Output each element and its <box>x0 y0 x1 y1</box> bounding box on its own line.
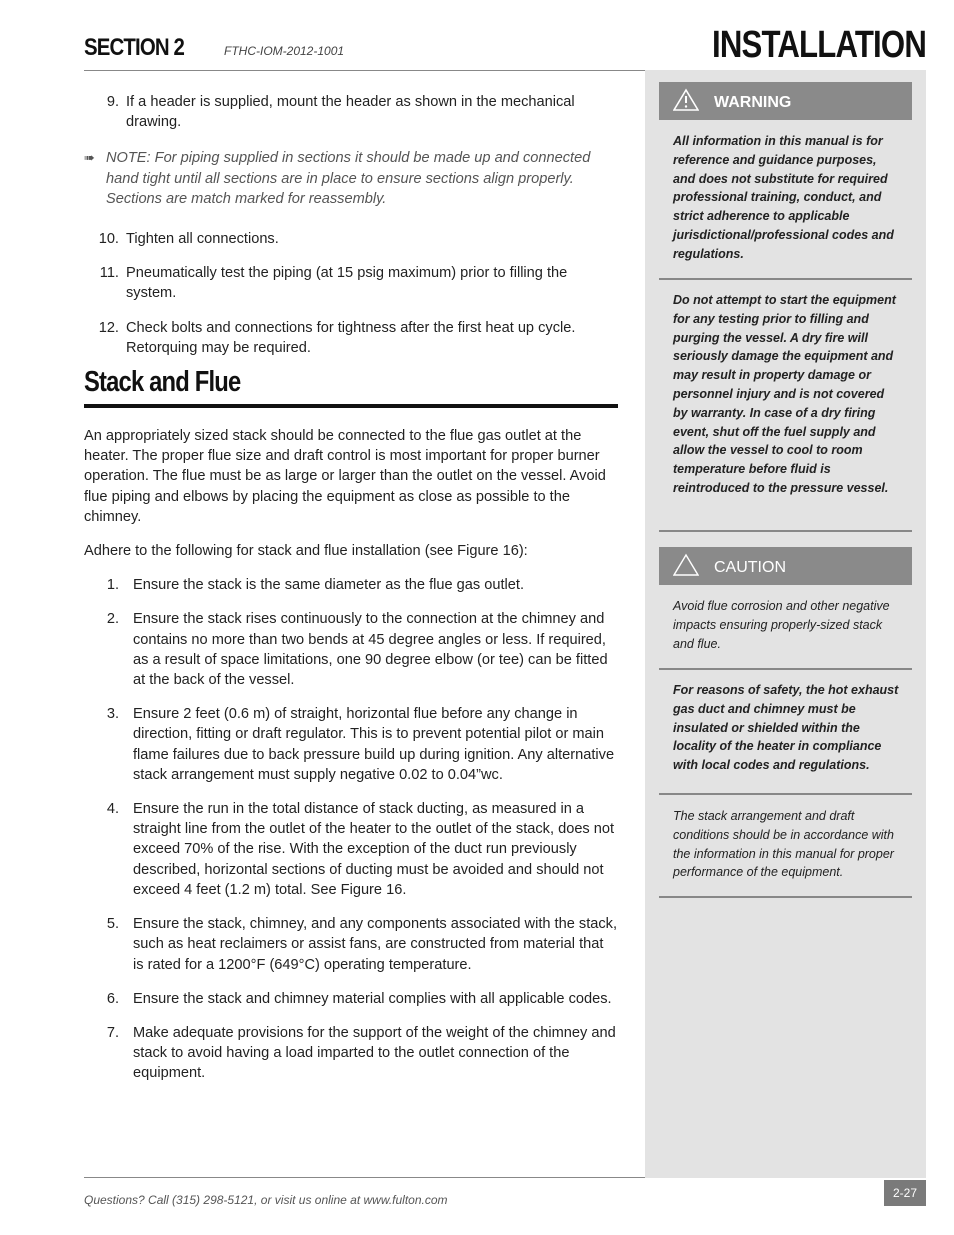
caution-text: Avoid flue corrosion and other negative impacts ensuring properly-sized stack and flue. <box>673 599 890 651</box>
divider <box>659 896 912 898</box>
list-item <box>84 609 618 690</box>
list-item <box>84 914 618 975</box>
caution-icon <box>673 553 699 577</box>
list-number: 11. <box>99 265 119 282</box>
list-item <box>84 1023 618 1084</box>
list-number: 6. <box>106 990 119 1007</box>
list-text: If a header is supplied, mount the header as shown in the mechanical drawing. <box>126 94 575 131</box>
footer-text: Questions? Call (315) 298-5121, or visit us online at www.fulton.com <box>84 1193 448 1207</box>
list-number: 10. <box>98 231 119 248</box>
caution-text: For reasons of safety, the hot exhaust gas duct and chimney must be insulated or shielded within the locality of the heater in compliance with local codes and regulations. <box>673 683 899 773</box>
warning-text-part: Do not attempt to start the equipment for any testing prior to filling and purging the vessel. A dry fire will seriously damage the equipment and may result in property damage or personnel injury and is not covered by warranty. <box>673 293 896 420</box>
warning-text <box>673 291 899 498</box>
page-title: INSTALLATION <box>711 24 926 66</box>
list-item <box>84 704 618 785</box>
list-text: Ensure the stack is the same diameter as the flue gas outlet. <box>133 577 524 594</box>
note-text: NOTE: For piping supplied in sections it should be made up and connected hand tight until all sections are in place to ensure sections align properly. Sections are match marked for reassembly. <box>106 150 591 207</box>
list-text: Check bolts and connections for tightness after the first heat up cycle. Retorquing may be required. <box>126 319 576 356</box>
list-item <box>84 799 618 900</box>
list-number: 3. <box>106 706 119 723</box>
note <box>84 148 618 209</box>
list-number: 4. <box>106 801 119 818</box>
warning-text-part: In case of a dry firing event, shut off the fuel supply and allow the vessel to cool to room temperature before fluid is reintroduced to the pressure vessel. <box>673 405 889 495</box>
list-text: Ensure the run in the total distance of stack ducting, as measured in a straight line from the outlet of the heater to the outlet of the stack, does not exceed 70% of the rise. With the exception of the duct run previously described, horizontal sections of ducting must be avoided and should not exceed 4 feet (1.2 m) total. See Figure 16. <box>133 801 615 898</box>
list-item <box>84 263 618 303</box>
document-id: FTHC-IOM-2012-1001 <box>224 44 345 58</box>
list-item <box>84 92 618 132</box>
warning-header <box>659 82 912 120</box>
main-content <box>84 92 618 1098</box>
page-header <box>84 24 926 71</box>
caution-header <box>659 547 912 585</box>
arrow-right-icon: ➠ <box>84 150 95 166</box>
paragraph: Adhere to the following for stack and flue installation (see Figure 16): <box>84 543 528 560</box>
footer-rule <box>84 1177 645 1178</box>
list-number: 9. <box>106 94 119 110</box>
list-number: 7. <box>106 1024 119 1041</box>
list-text: Pneumatically test the piping (at 15 psig maximum) prior to filling the system. <box>126 265 568 302</box>
list-item <box>84 229 618 249</box>
section-label: SECTION 2 <box>84 34 185 61</box>
list-number: 2. <box>106 611 119 628</box>
list-number: 1. <box>106 577 119 594</box>
warning-label: WARNING <box>714 94 792 111</box>
list-item <box>84 575 618 595</box>
list-number: 12. <box>98 319 119 336</box>
list-text: Ensure the stack and chimney material complies with all applicable codes. <box>133 990 612 1007</box>
page-number: 2-27 <box>884 1180 926 1206</box>
list-text: Make adequate provisions for the support of the weight of the chimney and stack to avoid having a load imparted to the outlet connection of the equipment. <box>133 1024 616 1082</box>
warning-text: All information in this manual is for reference and guidance purposes, and does not substitute for required professional training, conduct, and strict adherence to applicable jurisdictional/professional codes and regulations. <box>673 134 894 261</box>
list-text: Ensure 2 feet (0.6 m) of straight, horizontal flue before any change in direction, fitting or draft regulator. This is to prevent potential pilot or main flame failures due to back pressure build up during ignition. Any alternative stack arrangement must supply negative 0.02 to 0.04”wc. <box>133 706 615 783</box>
divider <box>659 668 912 670</box>
paragraph: An appropriately sized stack should be connected to the flue gas outlet at the heater. The proper flue size and draft control is most important for proper burner operation. The flue must be as large or larger than the outlet on the vessel. Avoid flue piping and elbows by placing the equipment as close as possible to the chimney. <box>84 428 606 525</box>
caution-label: CAUTION <box>714 559 786 576</box>
divider <box>659 530 912 532</box>
warning-icon <box>673 88 699 112</box>
list-number: 5. <box>106 916 119 933</box>
caution-text: The stack arrangement and draft conditions should be in accordance with the information in this manual for proper performance of the equipment. <box>673 809 894 880</box>
section-heading: Stack and Flue <box>84 366 241 399</box>
heading-rule <box>84 404 618 408</box>
divider <box>659 793 912 795</box>
list-text: Ensure the stack rises continuously to the connection at the chimney and contains no more than two bends at 45 degree angles or less. If required, as a result of space limitations, one 90 degree elbow (or tee) can be fitted at the back of the vessel. <box>133 611 608 689</box>
list-text: Tighten all connections. <box>126 231 279 248</box>
list-text: Ensure the stack, chimney, and any components associated with the stack, such as heat reclaimers or assist fans, are constructed from material that is rated for a 1200°F (649°C) operating temperature. <box>133 916 618 973</box>
list-item <box>84 989 618 1009</box>
divider <box>659 278 912 280</box>
list-item <box>84 318 618 358</box>
